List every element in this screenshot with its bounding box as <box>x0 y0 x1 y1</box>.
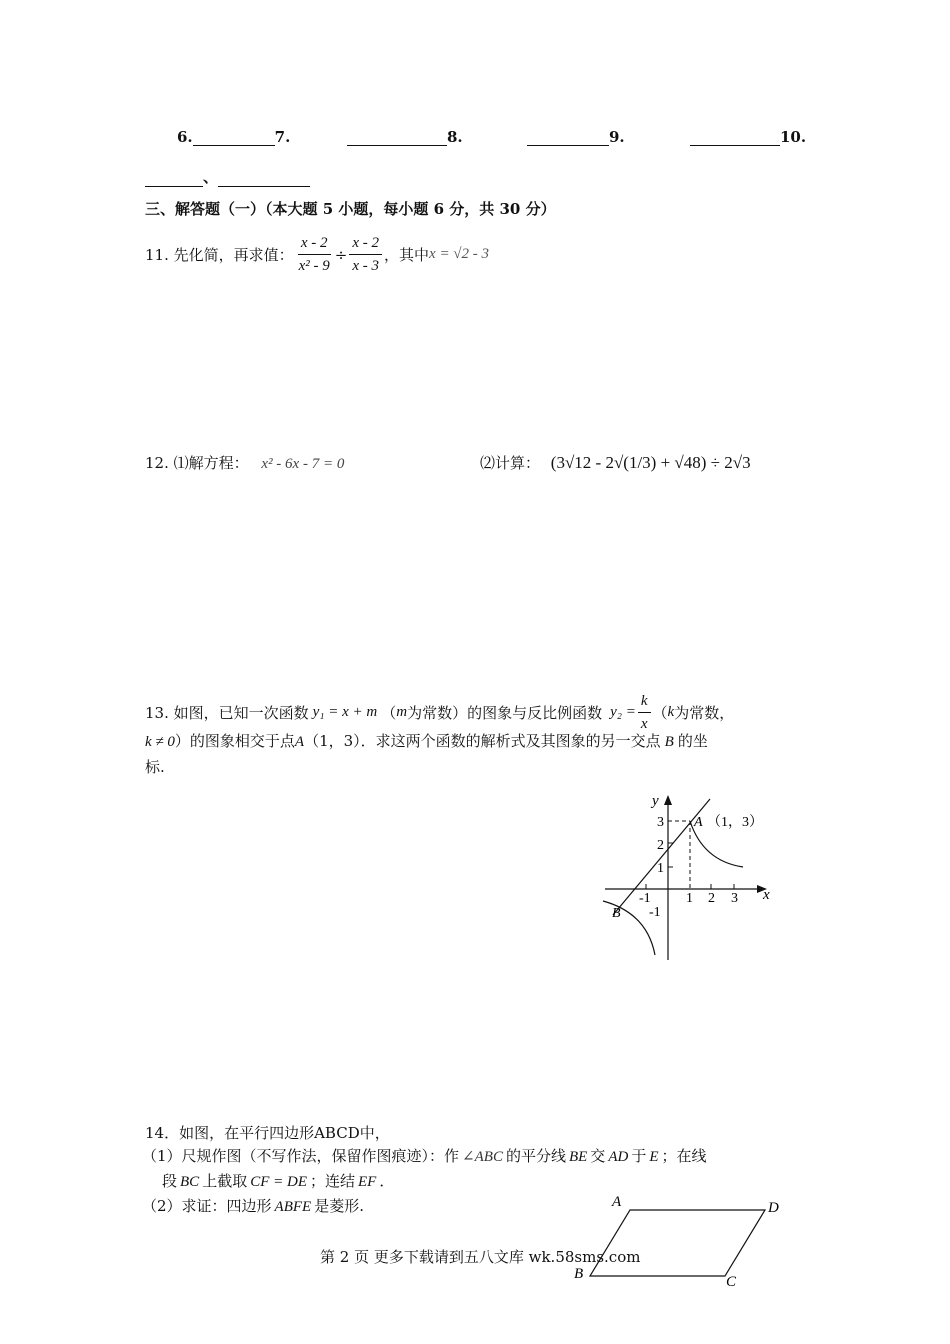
q14-text-c: 交 <box>590 1147 606 1165</box>
q14-text-a: （1）尺规作图（不写作法，保留作图痕迹）：作 <box>142 1147 460 1165</box>
point-a-label: A <box>694 815 703 830</box>
q14-text-d: 于 <box>631 1147 647 1165</box>
x-tick-label-neg1: -1 <box>639 891 651 906</box>
q14-text-j: （2）求证：四边形 <box>142 1197 272 1215</box>
q14-be: BE <box>568 1149 588 1165</box>
question-11 <box>145 232 489 277</box>
q14-ef: EF <box>358 1174 377 1190</box>
blank-7-line[interactable] <box>347 129 447 146</box>
q13-y2: y₂ = <box>610 704 636 720</box>
q12-label: 12. ⑴解方程： <box>145 454 249 472</box>
y-axis-label: y <box>652 793 659 809</box>
q13-text-e: 为常数， <box>674 704 735 722</box>
y-tick-label-2: 2 <box>657 838 664 853</box>
q11-f1-denominator: x² - 9 <box>298 258 330 274</box>
q14-text-h: ；连结 <box>310 1172 356 1190</box>
q11-f2-denominator: x - 3 <box>352 258 380 274</box>
blank-8-group <box>347 128 463 146</box>
q13-k-numerator: k <box>638 690 651 713</box>
blank-6-line[interactable] <box>193 129 275 146</box>
y-tick-label-3: 3 <box>657 815 664 830</box>
q14-text-b: 的平分线 <box>505 1147 566 1165</box>
q13-k-nonzero: k ≠ 0 <box>145 734 175 750</box>
blank-9-line[interactable] <box>690 129 780 146</box>
q13-k: k <box>667 704 675 720</box>
q14-parallelogram-figure <box>570 1190 790 1290</box>
point-b-label: B <box>612 906 621 921</box>
question-14-line-3 <box>162 1170 394 1191</box>
q13-x-denominator: x <box>640 716 648 732</box>
q11-fraction-2 <box>349 232 382 277</box>
vertex-d-label: D <box>768 1200 779 1216</box>
point-a-coord: （1，3） <box>707 815 763 830</box>
blank-8-line[interactable] <box>527 129 609 146</box>
q11-condition: x = √2 - 3 <box>429 246 490 262</box>
blank-6-label: 6. <box>177 128 193 146</box>
page-footer: 第 2 页 更多下载请到五八文库 wk.58sms.com <box>320 1248 641 1266</box>
blank-10-line-a[interactable] <box>145 170 203 187</box>
blank-7-label: 7. <box>274 128 291 146</box>
q11-fraction-1 <box>296 232 333 277</box>
section-title: 三、解答题（一）（本大题 5 小题，每小题 6 分，共 30 分） <box>145 200 556 218</box>
q14-angle: ∠ABC <box>462 1149 503 1165</box>
q13-text-d: （ <box>652 704 668 722</box>
q14-text-g: 上截取 <box>202 1172 248 1190</box>
question-13-line-1 <box>145 690 734 735</box>
q12-equation: x² - 6x - 7 = 0 <box>261 456 345 472</box>
blank-10-label: 10. <box>780 128 807 146</box>
q14-cf-de: CF = DE <box>250 1174 307 1190</box>
q13-fraction <box>638 690 651 735</box>
q14-text-f: 段 <box>162 1172 178 1190</box>
q12-label-2: ⑵计算： <box>480 454 541 472</box>
q13-text-f: ）的图象相交于点 <box>174 732 295 750</box>
q13-text-g: （1，3）．求这两个函数的解析式及其图象的另一交点 <box>304 732 661 750</box>
q14-abfe: ABFE <box>274 1199 312 1215</box>
q13-point-a: A <box>294 734 305 750</box>
blank-8-label: 8. <box>447 128 463 146</box>
y-tick-label-1: 1 <box>657 861 664 876</box>
q13-point-b: B <box>664 734 674 750</box>
q13-function-graph <box>595 785 795 970</box>
q14-text-e: ；在线 <box>661 1147 707 1165</box>
x-tick-label-2: 2 <box>708 891 715 906</box>
question-14-line-1: 14．如图，在平行四边形ABCD中， <box>145 1124 390 1142</box>
q11-where: ，其中 <box>384 246 430 264</box>
blank-9-group <box>527 128 625 146</box>
y-axis-arrow-icon <box>664 795 672 805</box>
q12-expression: (3√12 - 2√(1/3) + √48) ÷ 2√3 <box>550 453 751 472</box>
q14-text-k: 是菱形. <box>314 1197 364 1215</box>
q11-f1-numerator: x - 2 <box>298 232 331 255</box>
blank-10-line-group <box>145 166 310 187</box>
question-13-line-2 <box>145 730 708 751</box>
question-14-line-2 <box>142 1145 707 1166</box>
q11-f2-numerator: x - 2 <box>349 232 382 255</box>
blank-9-label: 9. <box>609 128 625 146</box>
vertex-a-label: A <box>612 1194 622 1210</box>
vertex-b-label: B <box>574 1266 584 1282</box>
q13-m: m <box>396 704 408 720</box>
q14-ad: AD <box>608 1149 629 1165</box>
hyperbola-branch-left <box>603 901 655 955</box>
q13-text-h: 的坐 <box>677 732 708 750</box>
question-13-line-3: 标. <box>145 758 165 776</box>
blank-10-line-b[interactable] <box>218 170 310 187</box>
q14-text-i: ． <box>379 1172 395 1190</box>
vertex-c-label: C <box>726 1274 737 1290</box>
y-tick-label-neg1: -1 <box>649 905 661 920</box>
q13-y1: y₁ = x + m <box>312 704 378 720</box>
blank-sep: 、 <box>203 168 219 186</box>
q13-text-b: （ <box>381 704 397 722</box>
q13-text-a: 13. 如图，已知一次函数 <box>145 704 309 722</box>
q13-text-c: 为常数）的图象与反比例函数 <box>407 704 603 722</box>
x-tick-label-3: 3 <box>731 891 738 906</box>
answer-blanks-row <box>177 128 290 146</box>
question-12-part-1 <box>145 452 344 473</box>
q14-bc: BC <box>180 1174 200 1190</box>
x-tick-label-1: 1 <box>686 891 693 906</box>
q14-e: E <box>649 1149 659 1165</box>
question-12-part-2 <box>480 452 751 473</box>
q11-label: 11. 先化简，再求值： <box>145 246 294 264</box>
q11-divide: ÷ <box>334 245 348 264</box>
x-axis-label: x <box>763 887 770 903</box>
question-14-line-4 <box>142 1195 364 1216</box>
blank-10-group <box>690 128 806 146</box>
